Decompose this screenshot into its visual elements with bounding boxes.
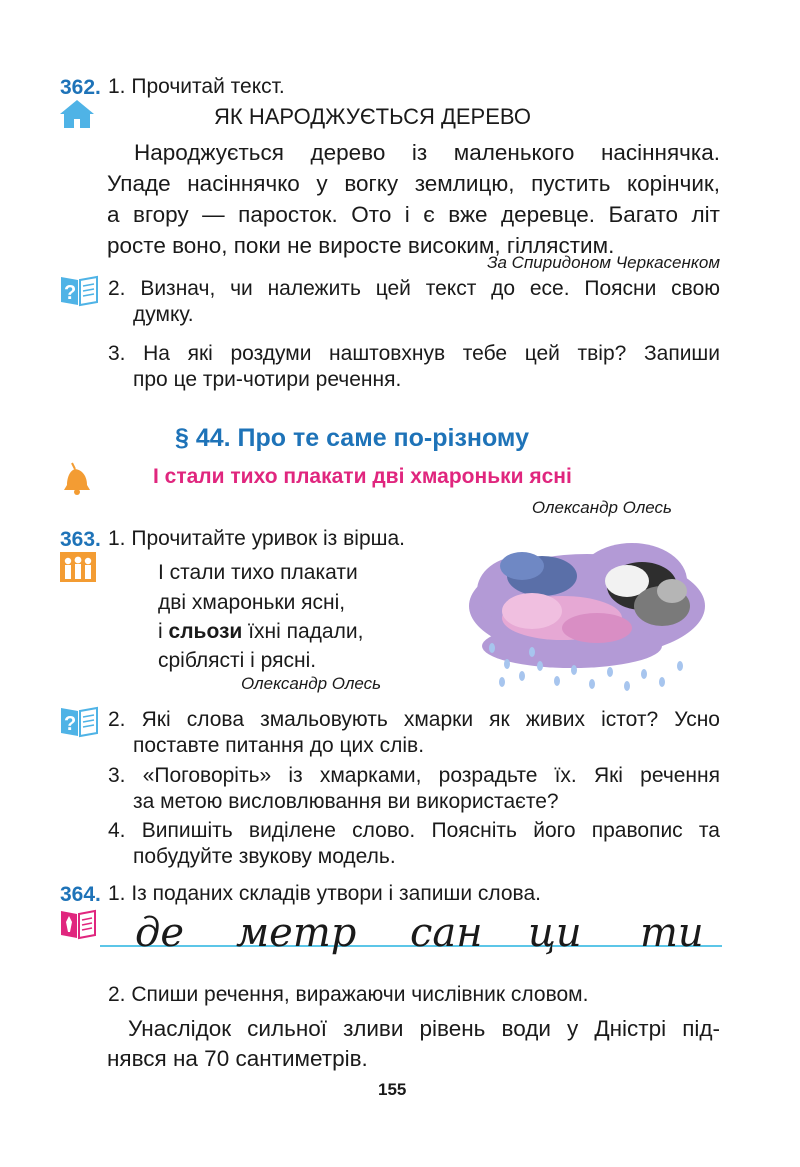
sentence-line-1: Унаслідок сильної зливи рівень води у Дністрі під- <box>128 1016 720 1041</box>
text-line-2: Упаде насіннячко у вогку землицю, пустить корінчик, <box>107 171 720 196</box>
exercise-363-task-2-line-2: поставте питання до цих слів. <box>133 734 425 757</box>
exercise-363-task-2-line-1: 2. Які слова змальовують хмарки як живих істот? Усно <box>108 708 720 731</box>
epigraph: І стали тихо плакати дві хмароньки ясні <box>153 465 572 488</box>
exercise-364-number: 364. <box>60 883 101 906</box>
highlighted-word: сльози <box>168 620 243 643</box>
section-title: § 44. Про те саме по-різному <box>175 424 530 452</box>
sentence-line-2: нявся на 70 сантиметрів. <box>107 1046 368 1071</box>
exercise-363-task-4-line-2: побудуйте звукову модель. <box>133 845 396 868</box>
page-number: 155 <box>378 1080 407 1099</box>
syllable-2: метр <box>236 910 357 956</box>
exercise-363-task-1: 1. Прочитайте уривок із вірша. <box>108 527 405 550</box>
poem-line-2: дві хмароньки ясні, <box>158 591 346 614</box>
syllable-4: ци <box>528 910 582 956</box>
text-title: ЯК НАРОДЖУЄТЬСЯ ДЕРЕВО <box>214 104 531 129</box>
epigraph-author: Олександр Олесь <box>531 498 672 517</box>
question-book-icon <box>59 273 99 307</box>
exercise-362-task-2-line-2: думку. <box>133 303 194 326</box>
exercise-362-number: 362. <box>60 76 101 99</box>
poem-line-3 <box>158 617 363 647</box>
exercise-364-task-1: 1. Із поданих складів утвори і запиши слова. <box>108 882 541 905</box>
poem-line-3-start: і <box>158 620 163 643</box>
poem-author: Олександр Олесь <box>241 674 382 693</box>
text-line-4: росте воно, поки не виросте високим, гіллястим. <box>107 233 615 258</box>
text-line-1: Народжується дерево із маленького насіннячка. <box>134 140 720 165</box>
exercise-363-task-4-line-1: 4. Випишіть виділене слово. Поясніть його правопис та <box>108 819 720 842</box>
pen-book-icon <box>59 906 97 940</box>
exercise-362-task-1: 1. Прочитай текст. <box>108 75 285 98</box>
exercise-364-task-2: 2. Спиши речення, виражаючи числівник словом. <box>108 983 589 1006</box>
group-icon <box>59 551 97 583</box>
cloud-rain-illustration <box>462 536 712 696</box>
text-line-3: а вгору — паросток. Ото і є вже деревце. Багато літ <box>107 202 720 227</box>
poem-line-4: сріблясті і рясні. <box>158 649 317 672</box>
exercise-362-task-2-line-1: 2. Визнач, чи належить цей текст до есе. Поясни свою <box>108 277 720 300</box>
svg-text:?: ? <box>64 713 77 735</box>
exercise-363-task-3-line-2: за метою висловлювання ви використаєте? <box>133 790 559 813</box>
poem-line-1: І стали тихо плакати <box>158 561 358 584</box>
syllable-1: де <box>135 910 185 956</box>
svg-text:?: ? <box>64 282 77 304</box>
question-book-icon <box>59 704 99 738</box>
home-icon <box>59 99 95 129</box>
exercise-363-number: 363. <box>60 528 101 551</box>
exercise-362-task-3-line-2: про це три-чотири речення. <box>133 368 402 391</box>
exercise-362-task-3-line-1: 3. На які роздуми наштовхнув тебе цей твір? Запиши <box>108 342 720 365</box>
syllable-3: сан <box>410 910 483 956</box>
exercise-363-task-3-line-1: 3. «Поговоріть» із хмарками, розрадьте їх. Які речення <box>108 764 720 787</box>
syllable-5: ти <box>640 910 704 956</box>
poem-line-3-end: їхні падали, <box>248 620 364 643</box>
bell-icon <box>60 461 96 497</box>
text-author: За Спиридоном Черкасенком <box>487 253 720 272</box>
